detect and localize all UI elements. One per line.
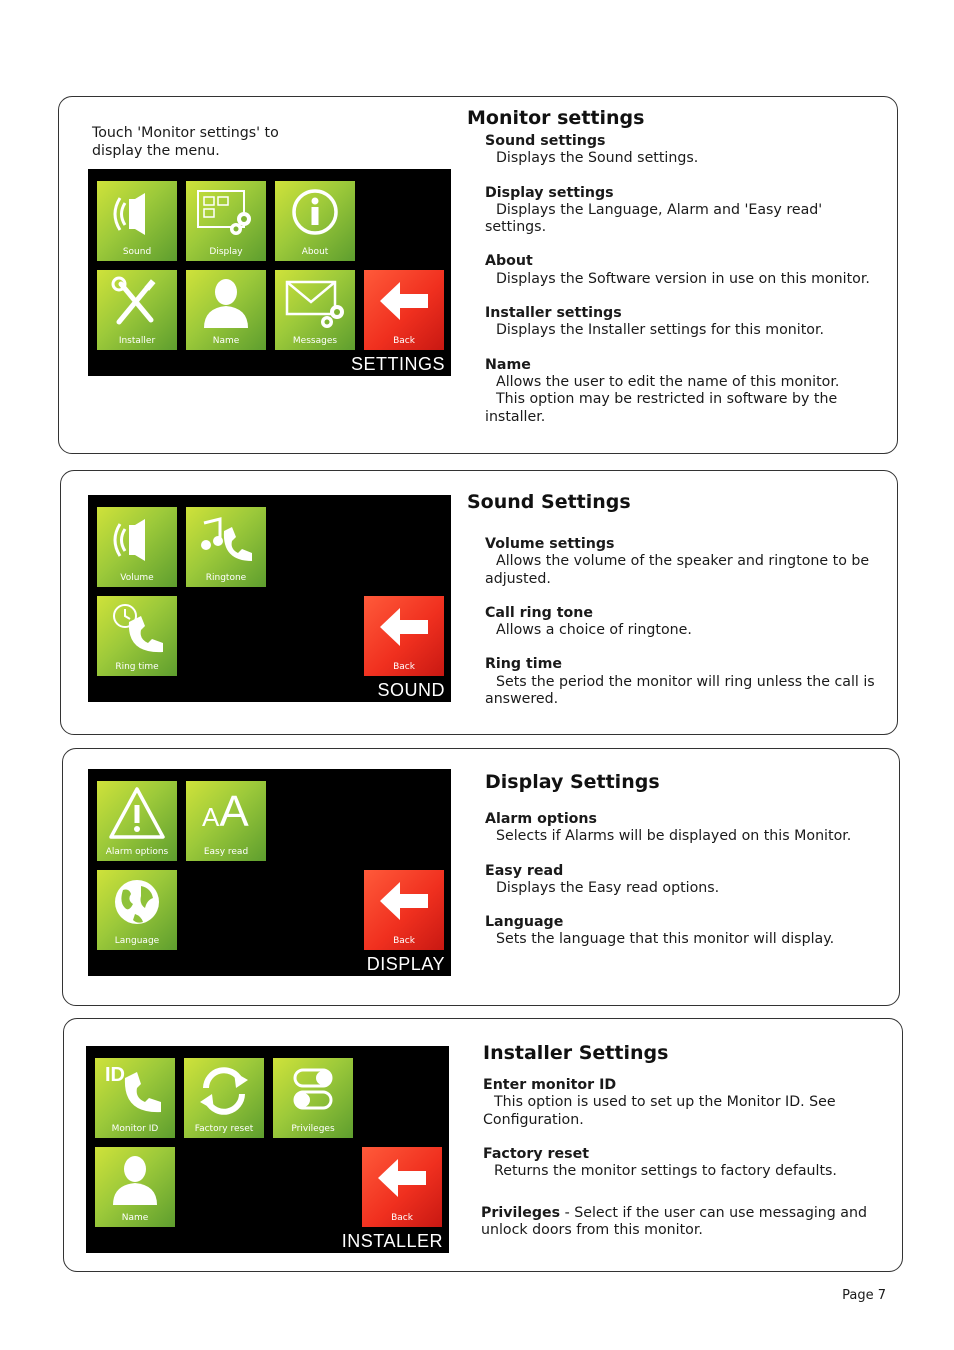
name-tile[interactable] [186,270,266,350]
tile-label: About [301,247,329,257]
sound-screen [88,495,451,702]
list-item: Easy read Displays the Easy read options. [485,862,720,896]
monitor-id-tile[interactable] [95,1058,175,1138]
section-title: Sound Settings [467,491,631,513]
font-size-icon: AA [202,787,249,836]
list-item: About Displays the Software version in use on this monitor. [485,253,870,287]
tile-label: Factory reset [194,1124,254,1134]
list-item: Display settings Displays the Language, Alarm and 'Easy read' settings. [485,184,823,236]
list-item: Installer settings Displays the Installer settings for this monitor. [485,305,824,339]
tile-label: Messages [292,336,338,346]
back-tile[interactable] [364,870,444,950]
language-tile[interactable] [97,870,177,950]
list-item: Alarm options Selects if Alarms will be displayed on this Monitor. [485,811,852,845]
tile-label: Sound [122,247,152,257]
back-arrow-icon [370,1151,434,1209]
tile-label: Easy read [203,847,249,857]
installer-tile[interactable] [97,270,177,350]
list-item: Sound settings Displays the Sound settings. [485,133,699,167]
tools-icon [105,274,169,332]
factory-reset-tile[interactable] [184,1058,264,1138]
list-item: Factory reset Returns the monitor settings to factory defaults. [483,1145,837,1180]
display-tile[interactable] [186,181,266,261]
section-title: Monitor settings [467,107,645,129]
tile-label: Privileges [291,1124,335,1134]
tile-label: Back [393,936,415,946]
person-icon [103,1151,167,1209]
back-arrow-icon [372,274,436,332]
tile-label: Ringtone [205,573,247,583]
back-tile[interactable] [362,1147,442,1227]
tile-label: Alarm options [105,847,169,857]
screen-title: INSTALLER [341,1231,443,1251]
privileges-text: Privileges - Select if the user can use messaging and unlock doors from this monitor. [481,1205,867,1239]
info-icon [283,185,347,243]
person-icon [194,274,258,332]
tile-label: Monitor ID [111,1124,159,1134]
toggles-icon [281,1062,345,1120]
list-item: Language Sets the language that this monitor will display. [485,914,835,948]
section-title: Installer Settings [483,1042,669,1064]
list-item: Name Allows the user to edit the name of this monitor. This option may be restricted in software by the installer. [485,356,840,425]
back-tile[interactable] [364,596,444,676]
tile-label: Back [393,336,415,346]
tile-label: Volume [120,573,154,583]
page-number: Page 7 [842,1288,886,1303]
tile-label: Back [391,1213,413,1223]
screen-title: SETTINGS [350,354,445,374]
tile-label: Name [212,336,240,346]
envelope-gear-icon [283,274,347,332]
warning-icon [105,785,169,843]
phone-icon [103,1062,167,1120]
tile-label: Language [114,936,160,946]
list-item: Enter monitor ID This option is used to set up the Monitor ID. See Configuration. [483,1077,836,1128]
name-tile[interactable] [95,1147,175,1227]
tile-label: Installer [118,336,156,346]
settings-screen [88,169,451,376]
monitor-settings-text [485,133,875,426]
sound-settings-text [485,536,875,708]
clock-phone-icon [105,600,169,658]
list-item: Ring time Sets the period the monitor will ring unless the call is answered. [485,656,875,708]
back-arrow-icon [372,874,436,932]
tile-label: Name [121,1213,149,1223]
installer-settings-text [483,1077,873,1180]
globe-icon [105,874,169,932]
screen-title: SOUND [377,680,445,700]
ring-time-tile[interactable] [97,596,177,676]
intro-text: Touch 'Monitor settings' to display the menu. [92,125,279,159]
privileges-tile[interactable] [273,1058,353,1138]
speaker-icon [105,511,169,569]
music-phone-icon [194,511,258,569]
easy-read-tile[interactable] [186,781,266,861]
tile-label: Back [393,662,415,672]
screen-title: DISPLAY [366,954,445,974]
speaker-icon [105,185,169,243]
volume-tile[interactable] [97,507,177,587]
messages-tile[interactable] [275,270,355,350]
back-tile[interactable] [364,270,444,350]
tile-label: Display [209,247,243,257]
section-title: Display Settings [485,771,660,793]
sound-tile[interactable] [97,181,177,261]
alarm-options-tile[interactable] [97,781,177,861]
display-settings-text [485,811,875,949]
installer-screen [86,1046,449,1253]
display-gear-icon [194,185,258,243]
list-item: Volume settings Allows the volume of the speaker and ringtone to be adjusted. [485,536,870,587]
display-screen [88,769,451,976]
refresh-icon [192,1062,256,1120]
back-arrow-icon [372,600,436,658]
about-tile[interactable] [275,181,355,261]
list-item: Call ring tone Allows a choice of ringtone. [485,604,692,639]
tile-label: Ring time [115,662,159,672]
id-glyph: ID [105,1064,125,1086]
ringtone-tile[interactable] [186,507,266,587]
